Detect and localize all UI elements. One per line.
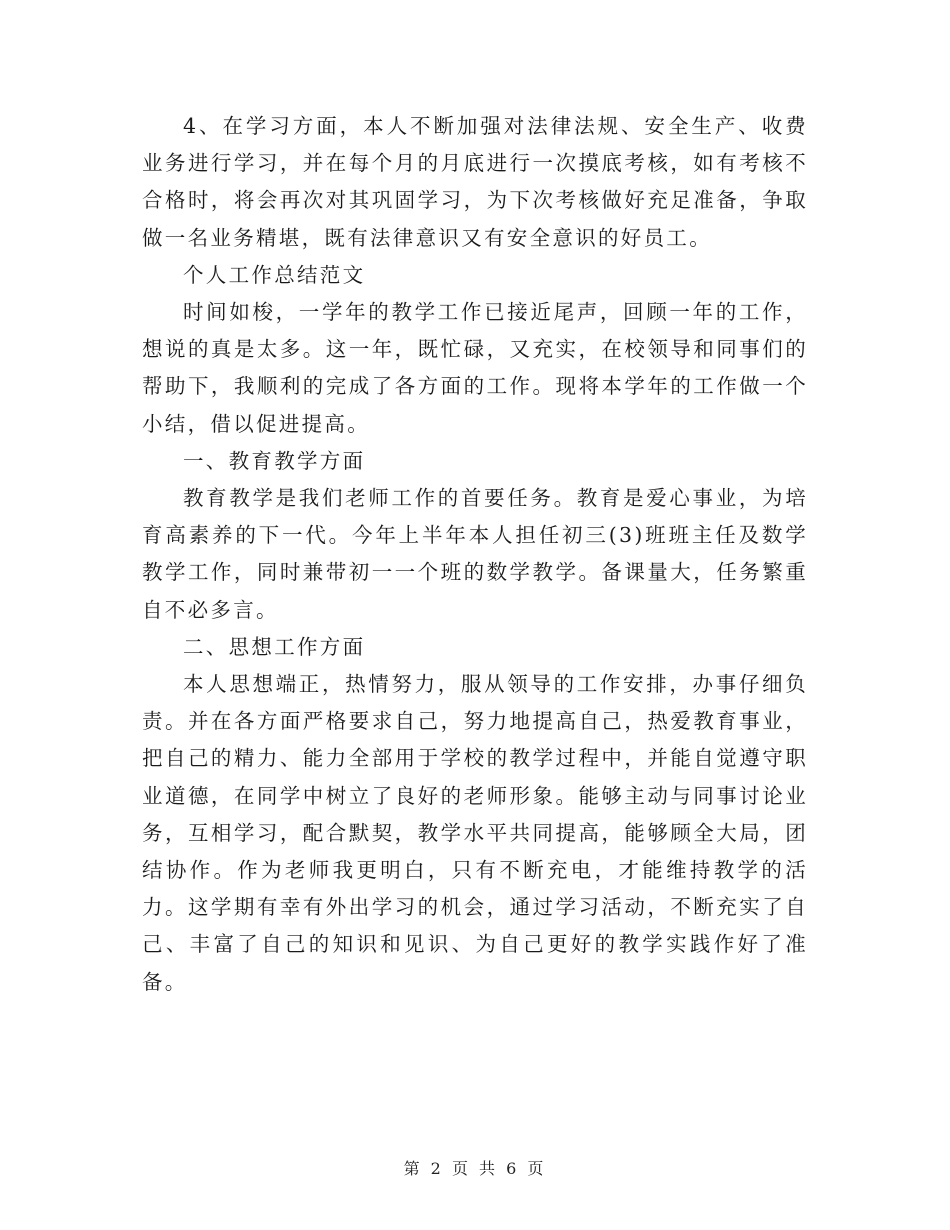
page-number-footer: 第 2 页 共 6 页: [403, 1159, 547, 1178]
paragraph-thought: 本人思想端正，热情努力，服从领导的工作安排，办事仔细负责。并在各方面严格要求自己，努力地提高自己，热爱教育事业，把自己的精力、能力全部用于学校的教学过程中，并能自觉遵守职业道德，在同学中树立了良好的老师形象。能够主动与同事讨论业务，互相学习，配合默契，教学水平共同提高，能够顾全大局，团结协作。作为老师我更明白，只有不断充电，才能维持教学的活力。这学期有幸有外出学习的机会，通过学习活动，不断充实了自己、丰富了自己的知识和见识、为自己更好的教学实践作好了准备。: [142, 672, 808, 994]
document-body: [142, 108, 808, 1001]
section-heading-thought: 二、思想工作方面: [183, 634, 366, 659]
paragraph-teaching: 教育教学是我们老师工作的首要任务。教育是爱心事业，为培育高素养的下一代。今年上半年本人担任初三(3)班班主任及数学教学工作，同时兼带初一一个班的数学教学。备课量大，任务繁重自不必多言。: [142, 486, 808, 622]
section-heading-teaching: 一、教育教学方面: [183, 448, 366, 473]
paragraph-intro: 时间如梭，一学年的教学工作已接近尾声，回顾一年的工作，想说的真是太多。这一年，既忙碌，又充实，在校领导和同事们的帮助下，我顺利的完成了各方面的工作。现将本学年的工作做一个小结，借以促进提高。: [142, 300, 808, 436]
section-title-summary: 个人工作总结范文: [183, 262, 366, 287]
paragraph-study: 4、在学习方面，本人不断加强对法律法规、安全生产、收费业务进行学习，并在每个月的月底进行一次摸底考核，如有考核不合格时，将会再次对其巩固学习，为下次考核做好充足准备，争取做一名业务精堪，既有法律意识又有安全意识的好员工。: [142, 114, 808, 250]
